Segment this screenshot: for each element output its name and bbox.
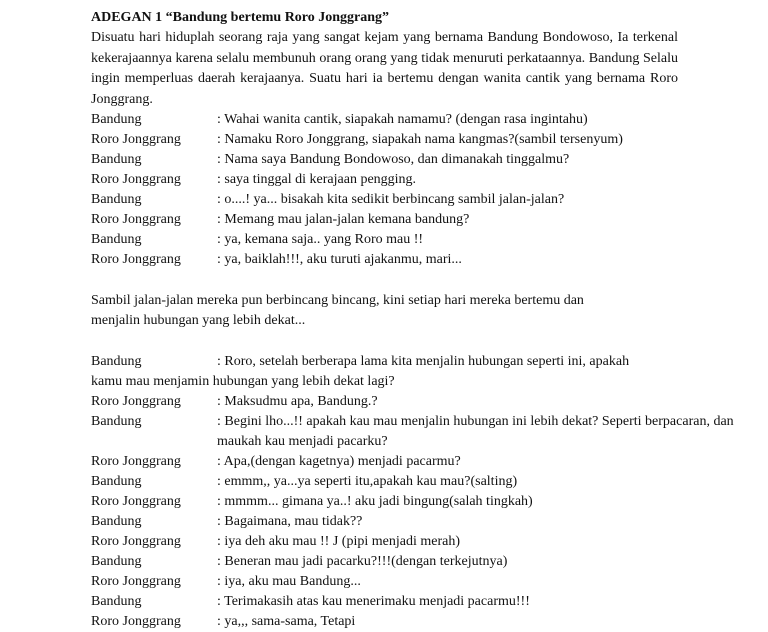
- dialog-line: [91, 130, 768, 150]
- dialog-line: [91, 572, 768, 592]
- speech-text: : iya, aku mau Bandung...: [217, 574, 361, 589]
- dialog-line: [91, 250, 768, 270]
- dialog-block-2: [91, 392, 768, 632]
- speech-text: : saya tinggal di kerajaan pengging.: [217, 172, 417, 187]
- speaker-name: Roro Jonggrang: [91, 252, 181, 267]
- dialog-block-1: [91, 110, 768, 270]
- dialog-line: [91, 110, 768, 130]
- speaker-name: Roro Jonggrang: [91, 574, 181, 589]
- speaker-name: Roro Jonggrang: [91, 534, 181, 549]
- speaker-name: Bandung: [91, 232, 142, 247]
- speech-text: : Wahai wanita cantik, siapakah namamu? (dengan rasa ingintahu): [217, 112, 588, 127]
- speech-text: : o....! ya... bisakah kita sedikit berbincang sambil jalan-jalan?: [217, 192, 565, 207]
- speaker-name: Bandung: [91, 414, 142, 429]
- spacer: [91, 270, 768, 291]
- speech-text: : Memang mau jalan-jalan kemana bandung?: [217, 212, 470, 227]
- speaker-name: Roro Jonggrang: [91, 212, 181, 227]
- speech-text: : ya, kemana saja.. yang Roro mau !!: [217, 232, 424, 247]
- speaker-name: Bandung: [91, 594, 142, 609]
- dialog-line: [91, 230, 768, 250]
- speaker-name: Bandung: [91, 152, 142, 167]
- speech-text: : Maksudmu apa, Bandung.?: [217, 394, 378, 409]
- dialog-line: [91, 552, 768, 572]
- speaker-name: Bandung: [91, 192, 142, 207]
- dialog-line: [91, 412, 768, 452]
- speaker-name: Bandung: [91, 474, 142, 489]
- speech-continuation: kamu mau menjamin hubungan yang lebih dekat lagi?: [91, 374, 395, 389]
- speaker-name: Roro Jonggrang: [91, 494, 181, 509]
- speech-text: : ya,,, sama-sama, Tetapi: [217, 614, 356, 629]
- speech-text: : Terimakasih atas kau menerimaku menjadi pacarmu!!!: [217, 594, 530, 609]
- dialog-line: [91, 612, 768, 632]
- speech-text: : Beneran mau jadi pacarku?!!!(dengan terkejutnya): [217, 554, 508, 569]
- dialog-line: [91, 190, 768, 210]
- dialog-line: [91, 210, 768, 230]
- speaker-name: Bandung: [91, 554, 142, 569]
- dialog-line: [91, 472, 768, 492]
- speech-text: : ya, baiklah!!!, aku turuti ajakanmu, mari...: [217, 252, 462, 267]
- speaker-name: Roro Jonggrang: [91, 132, 181, 147]
- speech-text: : mmmm... gimana ya..! aku jadi bingung(salah tingkah): [217, 494, 533, 509]
- speech-text: : Apa,(dengan kagetnya) menjadi pacarmu?: [217, 454, 461, 469]
- speaker-name: Roro Jonggrang: [91, 614, 181, 629]
- speaker-name: Roro Jonggrang: [91, 172, 181, 187]
- speaker-name: Bandung: [91, 354, 142, 369]
- speech-text: : Begini lho...!! apakah kau mau menjalin hubungan ini lebih dekat? Seperti berpacaran, dan maukah kau menjadi pacarku?: [217, 414, 734, 449]
- dialog-line: [91, 352, 768, 372]
- speech-text: : Bagaimana, mau tidak??: [217, 514, 363, 529]
- speaker-name: Roro Jonggrang: [91, 454, 181, 469]
- speech-text: : Roro, setelah berberapa lama kita menjalin hubungan seperti ini, apakah: [217, 354, 630, 369]
- speech-text: : iya deh aku mau !! J (pipi menjadi merah): [217, 534, 460, 549]
- dialog-line: [91, 512, 768, 532]
- intro-paragraph: Disuatu hari hiduplah seorang raja yang sangat kejam yang bernama Bandung Bondowoso, Ia terkenal kekerajaannya karena selalu membunuh orang orang yang tidak menuruti perkataannya. Bandung Selalu ingin memperluas daerah kerajaanya. Suatu hari ia bertemu dengan wanita cantik yang bernama Roro Jonggrang.: [91, 30, 678, 107]
- speaker-name: Roro Jonggrang: [91, 394, 181, 409]
- narration-line: menjalin hubungan yang lebih dekat...: [91, 313, 306, 328]
- spacer: [91, 331, 768, 352]
- narration-line: Sambil jalan-jalan mereka pun berbincang bincang, kini setiap hari mereka bertemu dan: [91, 293, 584, 308]
- dialog-line: [91, 170, 768, 190]
- speech-text: : Nama saya Bandung Bondowoso, dan dimanakah tinggalmu?: [217, 152, 570, 167]
- speech-text: : Namaku Roro Jonggrang, siapakah nama kangmas?(sambil tersenyum): [217, 132, 623, 147]
- dialog-line: [91, 392, 768, 412]
- scene-title: ADEGAN 1 “Bandung bertemu Roro Jonggrang”: [91, 10, 390, 25]
- speech-text: : emmm,, ya...ya seperti itu,apakah kau mau?(salting): [217, 474, 518, 489]
- dialog-line: [91, 452, 768, 472]
- dialog-line: [91, 492, 768, 512]
- dialog-line: [91, 150, 768, 170]
- dialog-line: [91, 532, 768, 552]
- speaker-name: Bandung: [91, 514, 142, 529]
- dialog-line: [91, 592, 768, 612]
- speaker-name: Bandung: [91, 112, 142, 127]
